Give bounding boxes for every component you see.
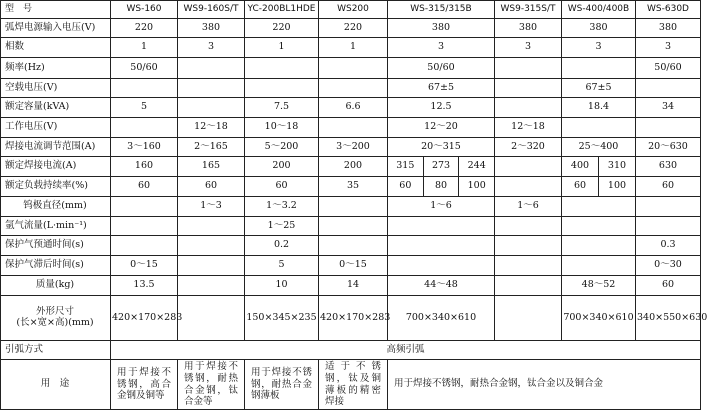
- sub-cell: 315: [396, 160, 415, 172]
- cell-empty: [636, 197, 701, 217]
- cell: 380: [178, 19, 245, 38]
- cell: 420×170×283: [111, 296, 178, 341]
- cell: 380: [495, 19, 562, 38]
- cell: 0.2: [245, 236, 319, 256]
- cell: 3～200: [319, 138, 388, 157]
- label-usage: 用 途: [1, 360, 111, 410]
- label-post-flow-time: 保护气滞后时间(s): [1, 256, 111, 276]
- cell: 380: [562, 19, 636, 38]
- label-duty-cycle: 额定负载持续率(%): [1, 177, 111, 197]
- row-usage: [1, 360, 701, 410]
- sub-cell: 400: [570, 160, 590, 172]
- cell: 60: [178, 177, 245, 197]
- row-current-range: [1, 138, 701, 157]
- model-ws-315: WS-315/315B: [388, 1, 495, 19]
- cell: 18.4: [562, 98, 636, 118]
- sub-cell: 60: [573, 180, 587, 192]
- label-dimensions: [1, 296, 111, 341]
- row-no-load-voltage: [1, 79, 701, 98]
- row-phases: [1, 38, 701, 58]
- model-ws-400: WS-400/400B: [562, 1, 636, 19]
- model-ws-630d: WS-630D: [636, 1, 701, 19]
- cell-empty: [495, 217, 562, 236]
- cell: 2～165: [178, 138, 245, 157]
- cell: 1: [111, 38, 178, 58]
- cell: 3: [636, 38, 701, 58]
- label-phases: 相数: [1, 38, 111, 58]
- cell: 67±5: [388, 79, 495, 98]
- row-rated-capacity: [1, 98, 701, 118]
- cell: 6.6: [319, 98, 388, 118]
- cell: 12～18: [495, 118, 562, 138]
- row-argon-flow: [1, 217, 701, 236]
- cell-empty: [245, 58, 319, 79]
- sub-cell: 80: [423, 177, 459, 196]
- cell-empty: [111, 217, 178, 236]
- cell-empty: [388, 236, 495, 256]
- cell-empty: [495, 276, 562, 296]
- cell-empty: [111, 236, 178, 256]
- row-arc-start: [1, 341, 701, 360]
- cell-empty: [495, 58, 562, 79]
- cell: 630: [636, 157, 701, 177]
- row-frequency: [1, 58, 701, 79]
- cell-empty: [636, 79, 701, 98]
- row-pre-flow-time: [1, 236, 701, 256]
- cell: 34: [636, 98, 701, 118]
- model-ws9-315st: WS9-315S/T: [495, 1, 562, 19]
- cell: 0～30: [636, 256, 701, 276]
- cell-empty: [178, 217, 245, 236]
- cell-split: [562, 157, 636, 177]
- row-rated-current: [1, 157, 701, 177]
- cell-empty: [178, 79, 245, 98]
- cell-empty: [636, 217, 701, 236]
- cell: 150×345×235: [245, 296, 319, 341]
- cell-empty: [562, 197, 636, 217]
- cell-empty: [111, 118, 178, 138]
- sub-cell: 100: [598, 177, 635, 196]
- row-duty-cycle: [1, 177, 701, 197]
- sub-cell: 60: [399, 180, 412, 192]
- label-current-range: 焊接电流调节范围(A): [1, 138, 111, 157]
- cell: 5: [111, 98, 178, 118]
- label-dimensions-line1: 外形尺寸: [35, 306, 74, 318]
- cell: 220: [319, 19, 388, 38]
- cell: 5～200: [245, 138, 319, 157]
- label-rated-capacity: 额定容量(kVA): [1, 98, 111, 118]
- cell: 1～6: [495, 197, 562, 217]
- cell: 12.5: [388, 98, 495, 118]
- label-input-voltage: 弧焊电源输入电压(V): [1, 19, 111, 38]
- cell: 3: [495, 38, 562, 58]
- cell: 20～315: [388, 138, 495, 157]
- cell-empty: [495, 177, 562, 197]
- cell-empty: [178, 98, 245, 118]
- row-mass: [1, 276, 701, 296]
- cell: 220: [111, 19, 178, 38]
- row-input-voltage: [1, 19, 701, 38]
- cell: 50/60: [636, 58, 701, 79]
- cell: 2～320: [495, 138, 562, 157]
- cell-empty: [562, 256, 636, 276]
- label-frequency: 频率(Hz): [1, 58, 111, 79]
- cell-empty: [636, 118, 701, 138]
- label-rated-current: 额定焊接电流(A): [1, 157, 111, 177]
- row-working-voltage: [1, 118, 701, 138]
- cell-empty: [178, 58, 245, 79]
- cell-empty: [111, 197, 178, 217]
- cell: 380: [388, 19, 495, 38]
- label-dimensions-line2: (长×宽×高)(mm): [16, 317, 94, 328]
- cell: 60: [636, 276, 701, 296]
- cell-empty: [388, 217, 495, 236]
- cell: 1～3: [178, 197, 245, 217]
- cell: 0.3: [636, 236, 701, 256]
- cell: 48～52: [562, 276, 636, 296]
- cell: 10～18: [245, 118, 319, 138]
- cell: 7.5: [245, 98, 319, 118]
- label-no-load-voltage: 空载电压(V): [1, 79, 111, 98]
- cell: 3: [562, 38, 636, 58]
- row-electrode-diameter: [1, 197, 701, 217]
- cell: 165: [178, 157, 245, 177]
- cell-empty: [495, 296, 562, 341]
- cell: 1: [245, 38, 319, 58]
- cell-empty: [495, 157, 562, 177]
- cell-empty: [562, 118, 636, 138]
- cell-usage-4: 适于不锈钢，钛及铜薄板的精密焊接: [319, 360, 388, 410]
- cell-empty: [388, 256, 495, 276]
- cell-arc-start: 高频引弧: [111, 341, 701, 360]
- cell: 25～400: [562, 138, 636, 157]
- cell-empty: [562, 217, 636, 236]
- cell-split: [388, 157, 495, 177]
- cell: 0～15: [111, 256, 178, 276]
- cell-empty: [495, 256, 562, 276]
- model-yc-200: YC-200BL1HDE: [245, 1, 319, 19]
- row-post-flow-time: [1, 256, 701, 276]
- model-label: 型 号: [1, 1, 111, 19]
- label-arc-start: 引弧方式: [1, 341, 111, 360]
- cell: 340×550×630: [636, 296, 701, 341]
- sub-cell: 244: [458, 157, 494, 176]
- cell: 13.5: [111, 276, 178, 296]
- cell-empty: [495, 98, 562, 118]
- cell: 20～630: [636, 138, 701, 157]
- cell-empty: [319, 118, 388, 138]
- model-ws200: WS200: [319, 1, 388, 19]
- cell-usage-wide: 用于焊接不锈钢，耐热合金钢，钛合金以及铜合金: [388, 360, 701, 410]
- cell: 380: [636, 19, 701, 38]
- label-working-voltage: 工作电压(V): [1, 118, 111, 138]
- cell-empty: [178, 276, 245, 296]
- cell-empty: [495, 236, 562, 256]
- label-pre-flow-time: 保护气预通时间(s): [1, 236, 111, 256]
- cell: 67±5: [562, 79, 636, 98]
- cell-empty: [319, 79, 388, 98]
- cell: 1～25: [245, 217, 319, 236]
- cell: 3: [178, 38, 245, 58]
- cell: 50/60: [111, 58, 178, 79]
- cell-empty: [495, 79, 562, 98]
- cell-empty: [319, 217, 388, 236]
- cell-split: [388, 177, 495, 197]
- cell: 160: [111, 157, 178, 177]
- cell-empty: [562, 236, 636, 256]
- cell: 420×170×283: [319, 296, 388, 341]
- cell: 700×340×610: [562, 296, 636, 341]
- sub-cell: 310: [598, 157, 635, 176]
- cell: 0～15: [319, 256, 388, 276]
- model-ws9-160st: WS9-160S/T: [178, 1, 245, 19]
- cell-usage-3: 用于焊接不锈钢，耐热合金钢薄板: [245, 360, 319, 410]
- cell-empty: [319, 58, 388, 79]
- cell: 60: [636, 177, 701, 197]
- cell-empty: [178, 236, 245, 256]
- cell: 12～18: [178, 118, 245, 138]
- cell: 5: [245, 256, 319, 276]
- label-mass: 质量(kg): [1, 276, 111, 296]
- cell: 220: [245, 19, 319, 38]
- label-electrode-diameter: 钨极直径(mm): [1, 197, 111, 217]
- cell: 1～3.2: [245, 197, 319, 217]
- cell: 3～160: [111, 138, 178, 157]
- row-dimensions: [1, 296, 701, 341]
- cell-empty: [319, 236, 388, 256]
- sub-cell: 273: [423, 157, 459, 176]
- cell: 35: [319, 177, 388, 197]
- cell: 50/60: [388, 58, 495, 79]
- cell: 44～48: [388, 276, 495, 296]
- cell-empty: [245, 79, 319, 98]
- label-argon-flow: 氩气流量(L·min⁻¹): [1, 217, 111, 236]
- cell-empty: [562, 58, 636, 79]
- cell-empty: [111, 79, 178, 98]
- cell-split: [562, 177, 636, 197]
- cell: 1～6: [388, 197, 495, 217]
- cell: 12～20: [388, 118, 495, 138]
- cell: 3: [388, 38, 495, 58]
- cell-empty: [319, 197, 388, 217]
- cell: 700×340×610: [388, 296, 495, 341]
- cell: 200: [245, 157, 319, 177]
- cell: 10: [245, 276, 319, 296]
- cell-empty: [178, 296, 245, 341]
- cell: 1: [319, 38, 388, 58]
- cell-empty: [178, 256, 245, 276]
- cell: 60: [245, 177, 319, 197]
- cell-usage-1: 用于焊接不锈钢，高合金钢及铜等: [111, 360, 178, 410]
- sub-cell: 100: [458, 177, 494, 196]
- cell: 200: [319, 157, 388, 177]
- cell-usage-2: 用于焊接不锈钢，耐热合金钢，钛合金等: [178, 360, 245, 410]
- cell: 60: [111, 177, 178, 197]
- model-ws-160: WS-160: [111, 1, 178, 19]
- cell: 14: [319, 276, 388, 296]
- header-row: [1, 1, 701, 19]
